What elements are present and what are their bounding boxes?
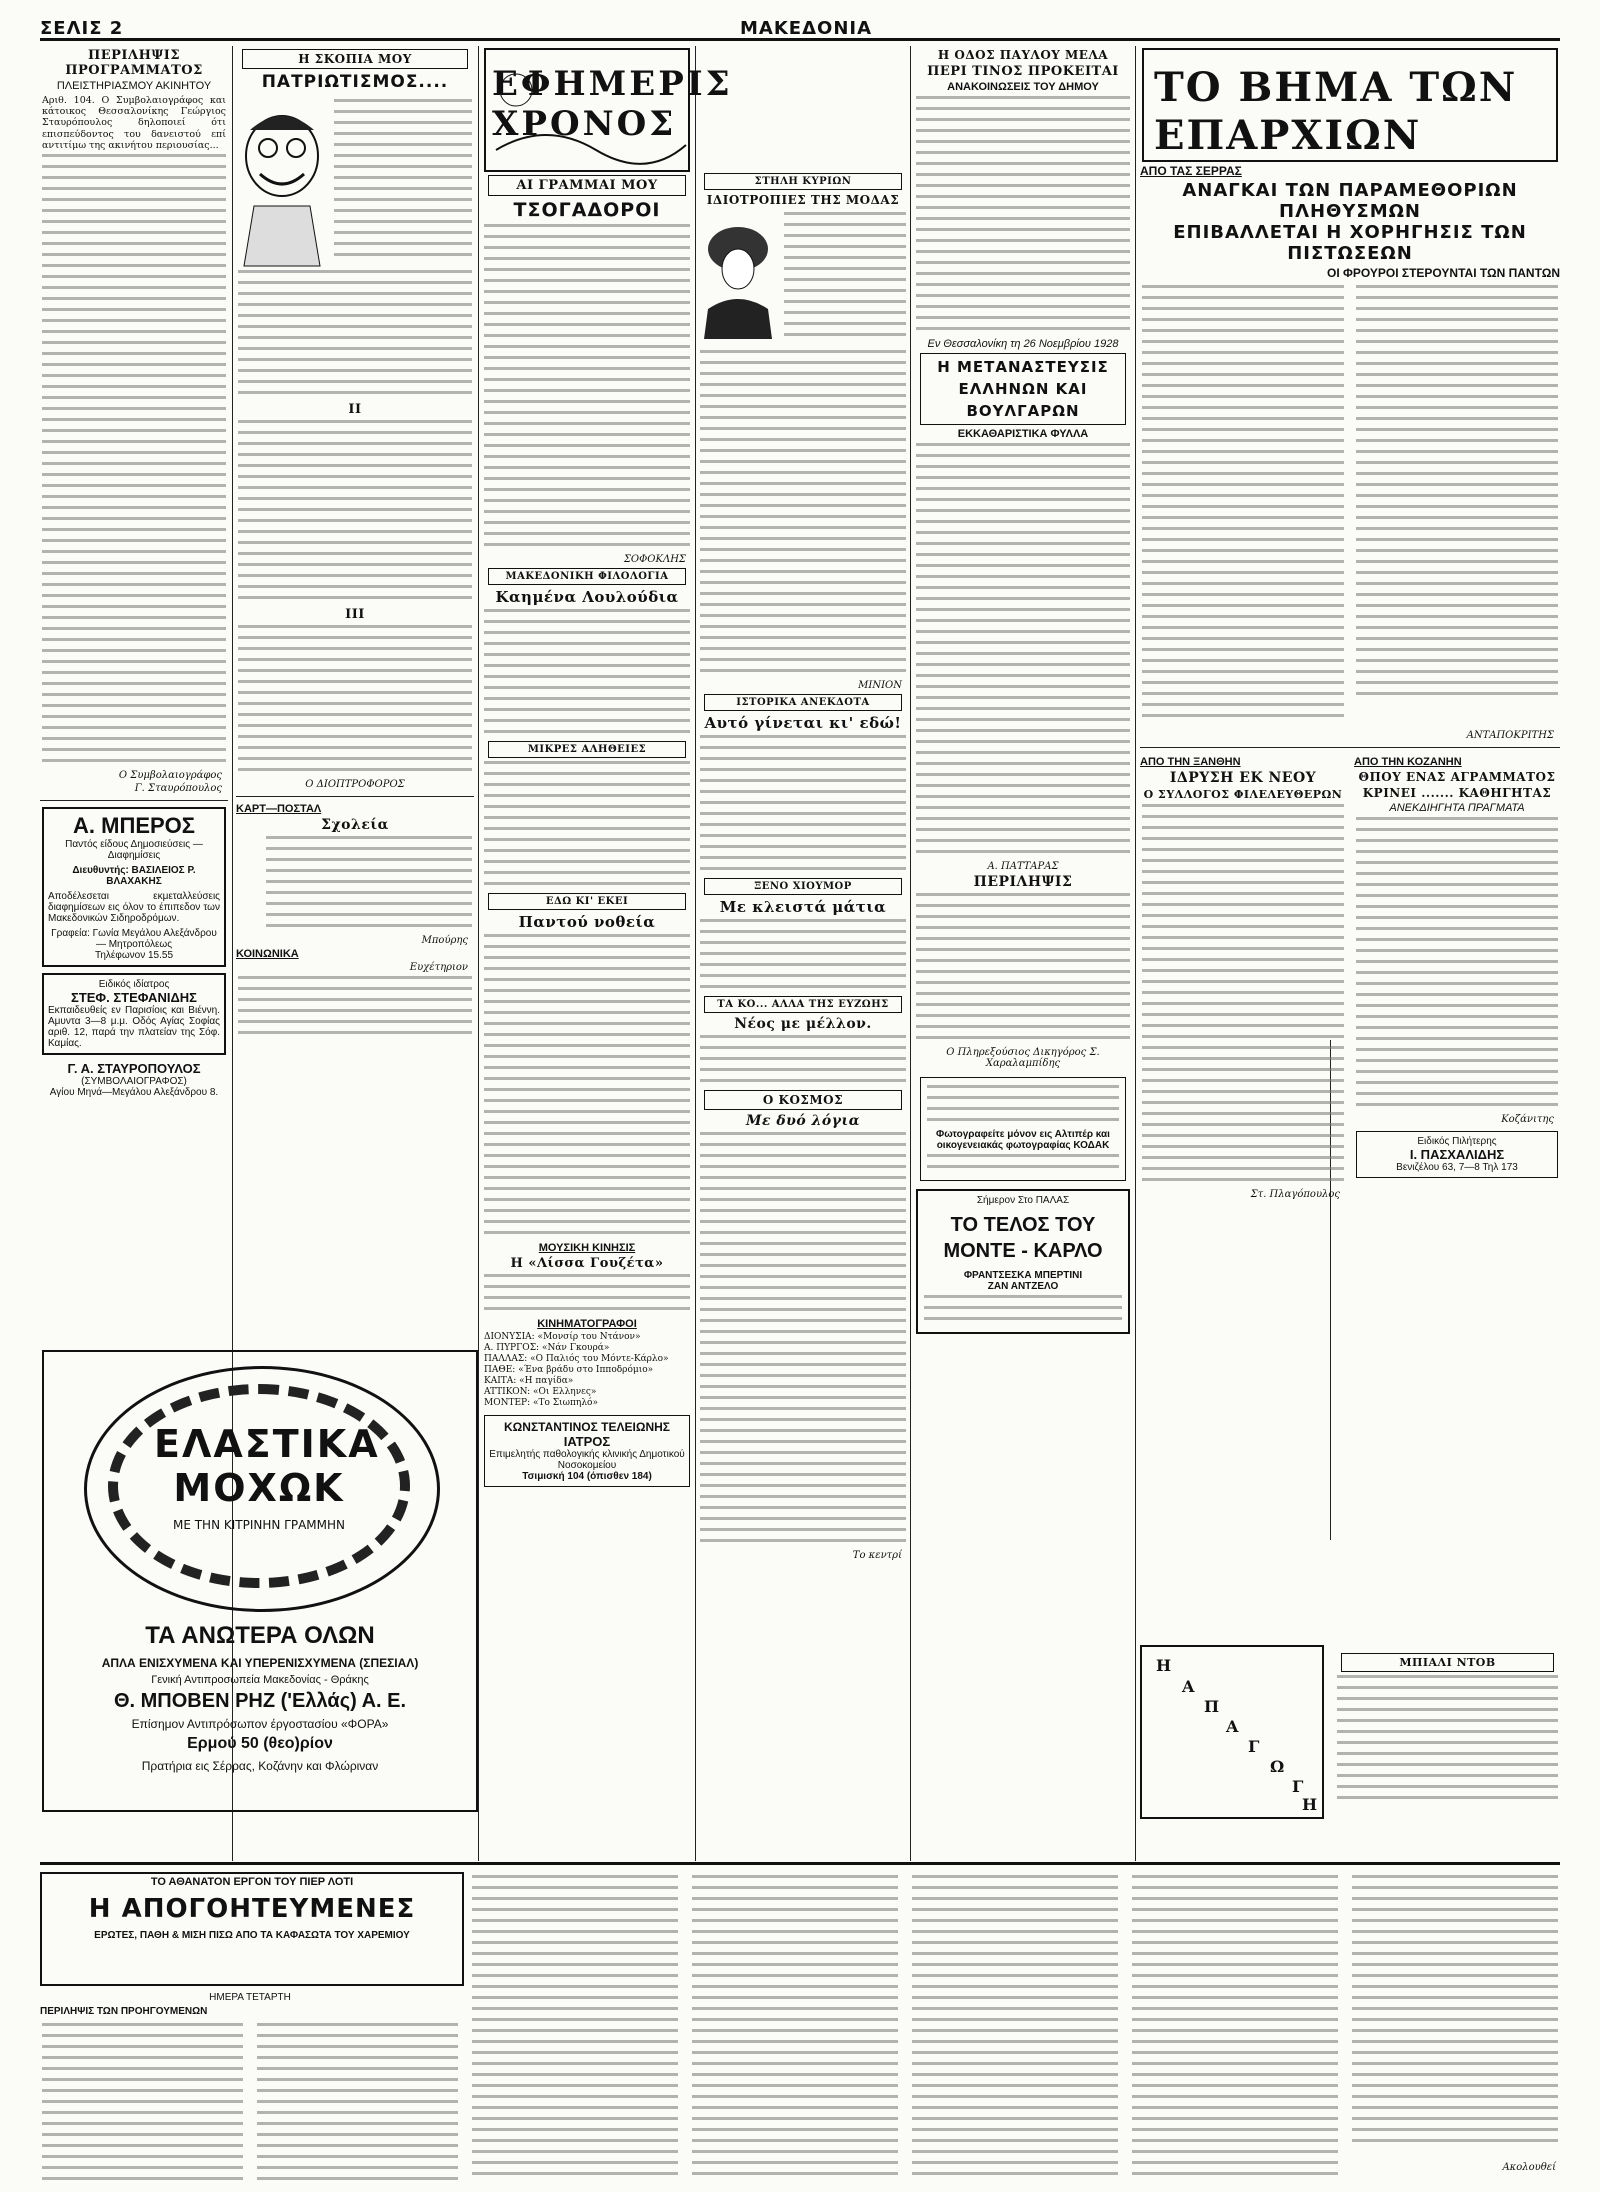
ad-stavropoulos: [40, 1061, 228, 1098]
ad-stefanidis-name: ΣΤΕΦ. ΣΤΕΦΑΝΙΔΗΣ: [71, 990, 197, 1006]
masthead-box: [1142, 48, 1558, 162]
masthead-ornament: [486, 50, 692, 166]
signature: Κοζάνιτης: [1501, 1114, 1554, 1125]
ad-stavropoulos-name: Γ. Α. ΣΤΑΥΡΟΠΟΥΛΟΣ: [67, 1061, 201, 1077]
section-kicker: ΚΟΙΝΩΝΙΚΑ: [236, 948, 299, 960]
article-title: Με κλειστά μάτια: [719, 898, 887, 916]
article-title: Καημένα Λουλούδια: [495, 588, 679, 606]
ad-palace-cast: ΦΡΑΝΤΣΕΣΚΑ ΜΠΕΡΤΙΝΙ: [963, 1270, 1083, 1281]
article-title: ΙΔΡΥΣΗ ΕΚ ΝΕΟΥ: [1169, 770, 1317, 786]
signature: Το κεντρί: [852, 1550, 902, 1561]
vertical-letter: Γ: [1248, 1737, 1260, 1756]
ad-stefanidis-top: Ειδικός ιδίατρος: [98, 979, 170, 991]
signature: Α. ΠΑΤΤΑΡΑΣ: [987, 861, 1059, 872]
serial-subtitle: ΕΡΩΤΕΣ, ΠΑΘΗ & ΜΙΣΗ ΠΙΣΩ ΑΠΟ ΤΑ ΚΑΦΑΣΩΤΑ ΤΟΥ ΧΑΡΕΜΙΟΥ: [94, 1930, 410, 1941]
column-6: [1140, 46, 1560, 1200]
poem-title: Σχολεία: [321, 817, 389, 833]
serial-title: Η ΑΠΟΓΟΗΤΕΥΜΕΝΕΣ: [88, 1894, 416, 1924]
article-title: ΠΕΡΙΛΗΨΙΣ ΠΡΟΓΡΑΜΜΑΤΟΣ: [65, 48, 203, 78]
cinema-list: [484, 1332, 690, 1409]
ad-line: Γενική Αντιπροσωπεία Μακεδονίας - Θράκης: [151, 1674, 369, 1686]
section-kicker: ΑΠΟ ΤΗΝ ΞΑΝΘΗΝ: [1140, 756, 1241, 768]
column-rule: [910, 46, 911, 1861]
cinema-item: ATTIKON: «Οι Ελληνες»: [484, 1387, 597, 1397]
column-1: [40, 46, 228, 1099]
kozani-article: [1354, 754, 1560, 1202]
ad-teleionis: [484, 1415, 690, 1487]
ad-kodak: [920, 1077, 1126, 1181]
column-rule: [695, 46, 696, 1861]
xanthi-article: [1140, 754, 1346, 1202]
serial-recap: ΠΕΡΙΛΗΨΙΣ ΤΩΝ ΠΡΟΗΓΟΥΜΕΝΩΝ: [40, 2006, 208, 2017]
cinema-item: ΜΟΝΤΕΡ: «Το Σιωπηλό»: [484, 1398, 598, 1408]
serial-divider: [40, 1862, 1560, 1865]
bibli-block: [1335, 1650, 1560, 1820]
ad-brand: ΕΛΑΣΤΙΚΑ ΜΟΧΩΚ: [154, 1422, 380, 1510]
ad-stefanidis: [42, 973, 226, 1055]
section-kicker: ΜΠΙΑΛΙ ΝΤΟΒ: [1341, 1653, 1554, 1672]
serial-body-left: [40, 2020, 460, 2191]
ad-teleionis-role: ΙΑΤΡΟΣ: [563, 1434, 611, 1449]
article-title: ΑΝΑΓΚΑΙ ΤΩΝ ΠΑΡΑΜΕΘΟΡΙΩΝ ΠΛΗΘΥΣΜΩΝ: [1182, 180, 1518, 222]
ad-palace-top: Σήμερον Στο ΠΑΛΑΣ: [976, 1195, 1070, 1206]
article-title: ΠΕΡΙΛΗΨΙΣ: [973, 874, 1073, 890]
column-rule: [1135, 46, 1136, 1861]
section-kicker: ΤΑ ΚΟ... ΑΛΛΑ ΤΗΣ ΕΥΖΩΗΣ: [704, 996, 902, 1013]
cinema-item: ΔΙΟΝΥΣΙΑ: «Μονσίρ του Ντάνον»: [484, 1332, 641, 1342]
ad-line: Πρατήρια εις Σέρρας, Κοζάνην και Φλώριναν: [141, 1759, 379, 1773]
ad-mohawk-tires: [42, 1350, 478, 1812]
article-title: Ο ΣΥΛΛΟΓΟΣ ΦΙΛΕΛΕΥΘΕΡΩΝ: [1143, 788, 1343, 801]
signature-role: Ο Συμβολαιογράφος: [118, 770, 222, 782]
article-lead: Αριθ. 104. Ο Συμβολαιογράφος και κάτοικος Θεσσαλονίκης Γεώργιος Σταυρόπουλος δηλοποιεί ότι επισπεύδοντος του δανειστού επί αντιτίμω της ακινήτου περιουσίας...: [42, 95, 226, 151]
ad-line: Επίσημον Αντιπρόσωπον έργοστασίου «ΦΟΡΑ»: [131, 1717, 389, 1731]
section-kicker: ΑΙ ΓΡΑΜΜΑΙ ΜΟΥ: [488, 175, 686, 196]
signature: Στ. Πλαγόπουλος: [1250, 1189, 1340, 1200]
section-kicker: ΚΑΡΤ—ΠΟΣΤΑΛ: [236, 803, 322, 815]
part-numeral: ΙΙ: [348, 402, 362, 417]
ad-stavropoulos-addr: Αγίου Μηνά—Μεγάλου Αλεξάνδρου 8.: [49, 1087, 219, 1099]
column-5: [914, 46, 1132, 1856]
ad-teleionis-addr: Τσιμισκή 104 (όπισθεν 184): [522, 1471, 652, 1482]
article-subtitle: ΑΝΕΚΔΙΗΓΗΤΑ ΠΡΑΓΜΑΤΑ: [1389, 802, 1525, 814]
masthead-box: [484, 48, 733, 172]
section-kicker: ΜΙΚΡΕΣ ΑΛΗΘΕΙΕΣ: [488, 741, 686, 758]
cinema-item: Α. ΠΥΡΓΟΣ: «Νάν Γκουρά»: [484, 1343, 610, 1353]
ad-paschalidis-name: Ι. ΠΑΣΧΑΛΙΔΗΣ: [1409, 1147, 1505, 1162]
section-kicker: Η ΟΔΟΣ ΠΑΥΛΟΥ ΜΕΛΑ: [937, 48, 1109, 62]
cinema-item: ΠΑΛΛΑΣ: «Ο Παλιός του Μόντε-Κάρλο»: [484, 1354, 669, 1364]
ad-palace-cinema: [916, 1189, 1130, 1334]
section-kicker: Η ΣΚΟΠΙΑ ΜΟΥ: [242, 49, 468, 69]
ad-beros-director: Διευθυντής: ΒΑΣΙΛΕΙΟΣ Ρ. ΒΛΑΧΑΚΗΣ: [72, 865, 196, 888]
article-title: Η «Λίσσα Γουζέτα»: [510, 1256, 664, 1271]
section-kicker: ΙΣΤΟΡΙΚΑ ΑΝΕΚΔΟΤΑ: [704, 694, 902, 711]
social-signature: Ευχέτηριον: [409, 962, 468, 973]
vertical-letter: Α: [1226, 1717, 1239, 1736]
section-kicker: ΑΠΟ ΤΗΝ ΚΟΖΑΝΗΝ: [1354, 756, 1462, 768]
column-rule: [478, 46, 479, 1861]
column-4: [698, 170, 908, 1980]
article-title: ΙΔΙΟΤΡΟΠΙΕΣ ΤΗΣ ΜΟΔΑΣ: [706, 193, 900, 207]
poem-signature: Μπούρης: [421, 935, 468, 946]
ad-beros-body: Αποδέλεσεται εκμεταλλεύσεις διαφημίσεων εις όλον το έπιπεδον των Μακεδονικών Σιδηροδρόμων.: [48, 891, 220, 925]
section-kicker: Ο ΚΟΣΜΟΣ: [704, 1090, 902, 1110]
serial-banner: [40, 1872, 464, 1986]
section-kicker: ΣΤΗΛΗ ΚΥΡΙΩΝ: [704, 173, 902, 190]
vertical-letter: Γ: [1292, 1777, 1304, 1796]
vertical-letter: Η: [1302, 1795, 1318, 1814]
ad-teleionis-name: ΚΩΝΣΤΑΝΤΙΝΟΣ ΤΕΛΕΙΩΝΗΣ: [504, 1420, 670, 1434]
vertical-letter: Ω: [1270, 1757, 1285, 1776]
serial-body-right: [470, 1872, 1560, 2186]
ad-paschalidis-top: Ειδικός Πιλήτερης: [1417, 1136, 1497, 1147]
ad-teleionis-text: Επιμελητής παθολογικής κλινικής Δημοτικού Νοσοκομείου: [489, 1449, 685, 1471]
article-title: Παντού νοθεία: [518, 913, 656, 931]
article-subtitle: ΠΛΕΙΣΤΗΡΙΑΣΜΟΥ ΑΚΙΝΗΤΟΥ: [56, 80, 212, 92]
section-kicker: ΑΠΟ ΤΑΣ ΣΕΡΡΑΣ: [1140, 164, 1242, 178]
article-title: ΤΣΟΓΑΔΟΡΟΙ: [513, 199, 661, 221]
vertical-letter: Η: [1156, 1656, 1172, 1675]
ad-beros-office: Γραφεία: Γωνία Μεγάλου Αλεξάνδρου — Μητροπόλεως: [51, 928, 217, 951]
article-title: ΕΠΙΒΑΛΛΕΤΑΙ Η ΧΟΡΗΓΗΣΙΣ ΤΩΝ ΠΙΣΤΩΣΕΩΝ: [1173, 222, 1527, 264]
signature-name: Γ. Σταυρόπουλος: [134, 783, 222, 795]
ad-line: Θ. ΜΠΟΒΕΝ ΡΗΖ ('Ελλάς) Α. Ε.: [113, 1690, 407, 1712]
ad-beros-title: Α. ΜΠΕΡΟΣ: [73, 813, 195, 839]
article-subtitle: ΑΝΑΚΟΙΝΩΣΕΙΣ ΤΟΥ ΔΗΜΟΥ: [947, 81, 1099, 93]
section-kicker: ΜΟΥΣΙΚΗ ΚΙΝΗΣΙΣ: [538, 1242, 636, 1254]
column-2: [236, 46, 474, 1046]
vertical-letter: Π: [1204, 1697, 1220, 1716]
signature: ΑΝΤΑΠΟΚΡΙΤΗΣ: [1466, 730, 1554, 741]
signature: ΣΟΦΟΚΛΗΣ: [623, 554, 686, 565]
serial-kicker: ΤΟ ΑΘΑΝΑΤΟΝ ΕΡΓΟΝ ΤΟΥ ΠΙΕΡ ΛΟΤΙ: [150, 1876, 354, 1888]
article-title: Αυτό γίνεται κι' εδώ!: [704, 714, 902, 732]
vertical-letters-box: [1140, 1645, 1324, 1819]
article-date: Εν Θεσσαλονίκη τη 26 Νοεμβρίου 1928: [927, 338, 1119, 350]
article-body-lines: [42, 154, 226, 762]
article-title: ΠΑΤΡΙΩΤΙΣΜΟΣ....: [261, 72, 449, 92]
ad-beros-text: Παντός είδους Δημοσιεύσεις — Διαφημίσεις: [65, 839, 203, 862]
ad-line: ΑΠΛΑ ΕΝΙΣΧΥΜΕΝΑ ΚΑΙ ΥΠΕΡΕΝΙΣΧΥΜΕΝΑ (ΣΠΕΣΙΑΛ): [101, 1656, 419, 1670]
section-kicker: ΞΕΝΟ ΧΙΟΥΜΟΡ: [704, 878, 902, 895]
article-title: ΚΡΙΝΕΙ ....... ΚΑΘΗΓΗΤΑΣ: [1362, 786, 1552, 800]
masthead-title: ΤΟ ΒΗΜΑ ΤΩΝ ΕΠΑΡΧΙΩΝ: [1154, 64, 1518, 159]
ad-kodak-text: Φωτογραφείτε μόνον εις Αλτιπέρ και οικογενειακάς φωτογραφίας ΚΟΔΑΚ: [936, 1129, 1110, 1151]
article-title: ΠΕΡΙ ΤΙΝΟΣ ΠΡΟΚΕΙΤΑΙ: [927, 64, 1119, 79]
column-3: [482, 46, 733, 1856]
serial-continued: Ακολουθεί: [1502, 2162, 1556, 2173]
signature: Ο Πληρεξούσιος Δικηγόρος Σ. Χαραλαμπίδης: [946, 1047, 1100, 1069]
section-kicker: ΚΙΝΗΜΑΤΟΓΡΑΦΟΙ: [537, 1318, 637, 1330]
masthead-title: ΕΦΗΜΕΡΙΣ ΧΡΟΝΟΣ: [492, 64, 733, 144]
signature: Ο ΔΙΟΠΤΡΟΦΟΡΟΣ: [305, 779, 405, 790]
serial-day: ΗΜΕΡΑ ΤΕΤΑΡΤΗ: [209, 1992, 291, 2003]
ad-headline: ΤΑ ΑΝΩΤΕΡΑ ΟΛΩΝ: [145, 1622, 375, 1649]
ad-line: Ερμού 50 (θεο)ρίον: [187, 1735, 333, 1752]
article-title: Η ΜΕΤΑΝΑΣΤΕΥΣΙΣ ΕΛΛΗΝΩΝ ΚΑΙ ΒΟΥΛΓΑΡΩΝ: [920, 353, 1126, 425]
ad-paschalidis: [1356, 1131, 1558, 1178]
caricature-illustration: [236, 96, 328, 266]
page-header: [40, 18, 1560, 41]
ad-beros-phone: Τηλέφωνον 15.55: [94, 950, 174, 962]
ad-beros: [42, 807, 226, 967]
vertical-letter: Α: [1182, 1677, 1195, 1696]
section-kicker: ΜΑΚΕΔΟΝΙΚΗ ΦΙΛΟΛΟΓΙΑ: [488, 568, 686, 585]
page-number: ΣΕΛΙΣ 2: [40, 18, 124, 39]
section-kicker: ΕΔΩ ΚΙ' ΕΚΕΙ: [488, 893, 686, 910]
ad-palace-cast: ΖΑΝ ΑΝΤΖΕΛΟ: [987, 1281, 1059, 1292]
signature: ΜΙΝΙΟΝ: [858, 680, 902, 691]
cinema-item: ΚΑΙΤΑ: «Η παγίδα»: [484, 1376, 574, 1386]
article-subtitle: ΕΚΚΑΘΑΡΙΣΤΙΚΑ ΦΥΛΛΑ: [957, 428, 1089, 440]
ad-palace-title: ΤΟ ΤΕΛΟΣ ΤΟΥ ΜΟΝΤΕ - ΚΑΡΛΟ: [943, 1214, 1103, 1262]
article-title: ΘΠΟΥ ΕΝΑΣ ΑΓΡΑΜΜΑΤΟΣ: [1358, 770, 1556, 784]
paper-name: ΜΑΚΕΔΟΝΙΑ: [740, 18, 873, 39]
ad-stavropoulos-role: (ΣΥΜΒΟΛΑΙΟΓΡΑΦΟΣ): [81, 1076, 187, 1088]
ad-stefanidis-text: Εκπαιδευθείς εν Παρισίοις και Βιέννη. Αμυντα 3—8 μ.μ. Οδός Αγίας Σοφίας αριθ. 12, παρά την πλατείαν της Σόφ. Καμίας.: [48, 1005, 220, 1050]
ad-tagline: ΜΕ ΤΗΝ ΚΙΤΡΙΝΗΝ ΓΡΑΜΜΗΝ: [172, 1518, 346, 1532]
article-title: Με δυό λόγια: [745, 1113, 861, 1129]
article-title: Νέος με μέλλον.: [734, 1016, 872, 1032]
ad-paschalidis-addr: Βενιζέλου 63, 7—8 Τηλ 173: [1396, 1162, 1518, 1173]
part-numeral: ΙΙΙ: [345, 607, 365, 622]
article-subtitle: ΟΙ ΦΡΟΥΡΟΙ ΣΤΕΡΟΥΝΤΑΙ ΤΩΝ ΠΑΝΤΩΝ: [1327, 266, 1560, 280]
fashion-illustration: [698, 209, 778, 339]
cinema-item: ΠΑΘΕ: «Ένα βράδυ στο Ιπποδρόμιο»: [484, 1365, 654, 1375]
